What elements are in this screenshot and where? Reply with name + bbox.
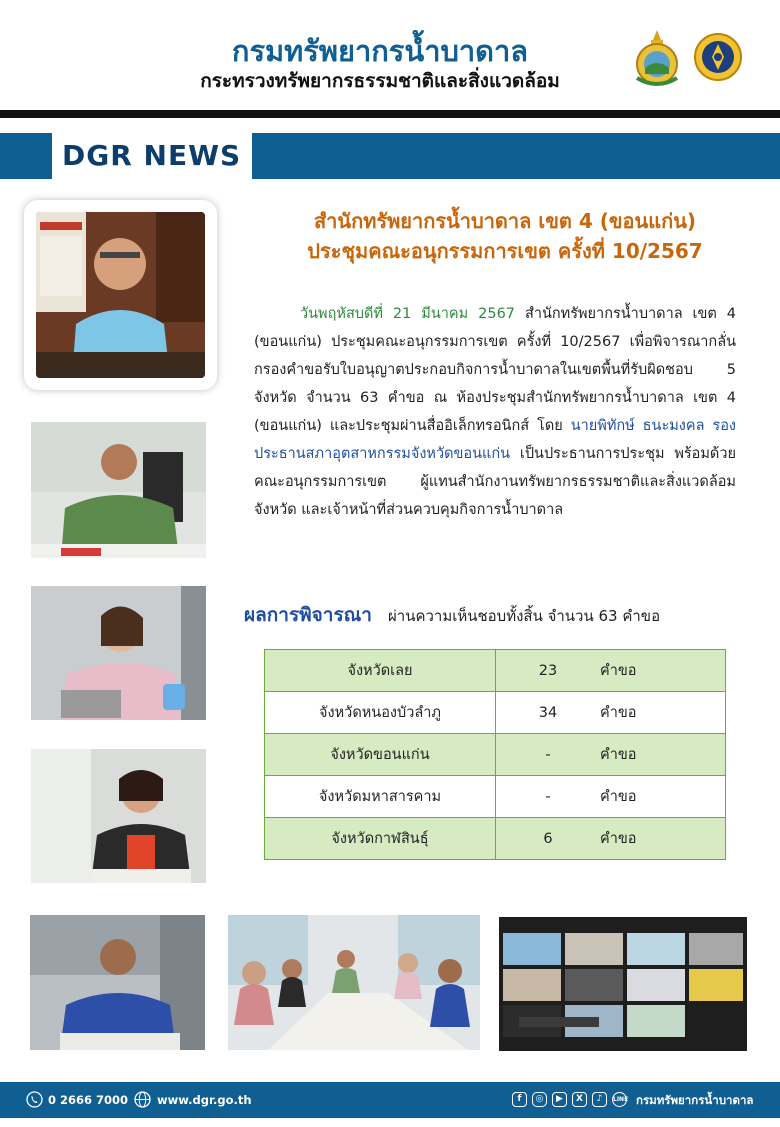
province-name: จังหวัดมหาสารคาม — [265, 776, 496, 818]
province-count: 23 — [538, 663, 558, 679]
article-title-line-2: ประชุมคณะอนุกรรมการเขต ครั้งที่ 10/2567 — [307, 239, 703, 263]
facebook-icon[interactable]: f — [512, 1092, 527, 1107]
article-title-line-1: สำนักทรัพยากรน้ำบาดาล เขต 4 (ขอนแก่น) — [313, 209, 697, 233]
page-footer — [0, 1082, 780, 1118]
province-unit: คำขอ — [600, 789, 637, 805]
ministry-subtitle: กระทรวงทรัพยากรธรรมชาติและสิ่งแวดล้อม — [200, 70, 560, 92]
footer-org-name: กรมทรัพยากรน้ำบาดาล — [636, 1093, 754, 1107]
province-table — [264, 649, 726, 860]
table-row — [265, 776, 726, 818]
footer-website-link[interactable]: www.dgr.go.th — [157, 1093, 252, 1107]
province-count: - — [545, 747, 551, 763]
article-title — [250, 206, 760, 266]
province-count-cell — [496, 692, 726, 734]
table-row — [265, 692, 726, 734]
footer-phone[interactable]: 0 2666 7000 — [48, 1093, 129, 1107]
header-divider — [0, 110, 780, 118]
line-icon[interactable]: LINE — [612, 1092, 627, 1107]
meeting-photo-4 — [30, 915, 205, 1050]
department-seal-logo — [693, 30, 743, 84]
province-count: 34 — [538, 705, 558, 721]
province-count-cell — [496, 734, 726, 776]
phone-icon — [26, 1091, 43, 1108]
article-body — [254, 300, 736, 524]
x-icon[interactable]: X — [572, 1092, 587, 1107]
footer-bottom-strip — [0, 1118, 780, 1127]
province-unit: คำขอ — [600, 747, 637, 763]
meeting-photo-1 — [31, 422, 206, 558]
table-row — [265, 818, 726, 860]
province-count-cell — [496, 818, 726, 860]
article-text-part-1: สำนักทรัพยากรน้ำบาดาล เขต 4 (ขอนแก่น) ประชุมคณะอนุกรรมการเขต ครั้งที่ 10/2567 เพื่อพิจารณากลั่นกรองคำขอรับใบอนุญาตประกอบกิจการน้ำบาดาลในเขตพื้นที่รับผิดชอบ 5 จังหวัด จำนวน 63 คำขอ ณ ห้องประชุมสำนักทรัพยากรน้ำบาดาล เขต 4 (ขอนแก่น) และประชุมผ่านสื่ออิเล็กทรอนิกส์ โดย — [254, 306, 736, 434]
video-conference-screenshot — [499, 917, 747, 1051]
meeting-room-photo — [228, 915, 480, 1050]
table-row — [265, 734, 726, 776]
page-header — [0, 0, 780, 110]
chairman-photo — [36, 212, 205, 378]
tiktok-icon[interactable]: ♪ — [592, 1092, 607, 1107]
ministry-logo — [631, 28, 683, 90]
article-date: วันพฤหัสบดีที่ 21 มีนาคม 2567 — [300, 306, 516, 322]
province-unit: คำขอ — [600, 831, 637, 847]
province-unit: คำขอ — [600, 663, 637, 679]
meeting-photo-3 — [31, 749, 206, 883]
province-unit: คำขอ — [600, 705, 637, 721]
youtube-icon[interactable]: ▶ — [552, 1092, 567, 1107]
province-count: - — [545, 789, 551, 805]
chairman-name: นายพิทักษ์ ธนะมงคล รองประธานสภาอุตสาหกรรมจังหวัดขอนแก่น — [254, 418, 736, 462]
article-text-part-2: เป็นประธานการประชุม พร้อมด้วยคณะอนุกรรมการเขต ผู้แทนสำนักงานทรัพยากรธรรมชาติและสิ่งแวดล้อมจังหวัด และเจ้าหน้าที่ส่วนควบคุมกิจการน้ำบาดาล — [254, 446, 736, 518]
result-summary — [244, 600, 754, 630]
news-banner-label: DGR NEWS — [62, 139, 242, 172]
table-row — [265, 650, 726, 692]
meeting-photo-2 — [31, 586, 206, 720]
province-name: จังหวัดเลย — [265, 650, 496, 692]
province-count-cell — [496, 776, 726, 818]
province-count: 6 — [543, 831, 553, 847]
province-name: จังหวัดกาฬสินธุ์ — [265, 818, 496, 860]
globe-icon — [134, 1091, 151, 1108]
org-title: กรมทรัพยากรน้ำบาดาล — [231, 34, 529, 68]
instagram-icon[interactable]: ◎ — [532, 1092, 547, 1107]
province-count-cell — [496, 650, 726, 692]
province-name: จังหวัดขอนแก่น — [265, 734, 496, 776]
result-label: ผลการพิจารณา — [244, 604, 372, 626]
result-text: ผ่านความเห็นชอบทั้งสิ้น จำนวน 63 คำขอ — [387, 607, 661, 625]
province-name: จังหวัดหนองบัวลำภู — [265, 692, 496, 734]
